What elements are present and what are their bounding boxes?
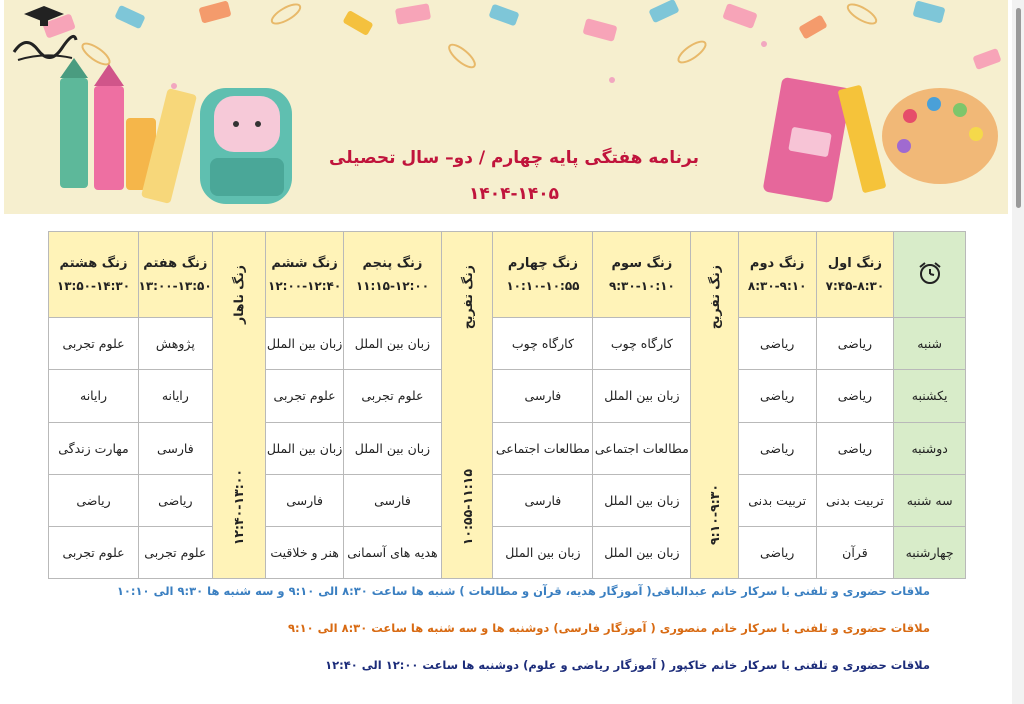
class-cell: ریاضی	[138, 474, 212, 526]
class-cell: فارسی	[493, 370, 593, 422]
class-cell: رایانه	[138, 370, 212, 422]
class-cell: فارسی	[343, 474, 441, 526]
class-cell: مطالعات اجتماعی	[593, 422, 691, 474]
day-cell: شنبه	[894, 318, 966, 370]
school-logo	[4, 0, 84, 70]
class-cell: علوم تجربی	[343, 370, 441, 422]
class-cell: زبان بین الملل	[266, 422, 344, 474]
class-cell: زبان بین الملل	[593, 526, 691, 578]
break-column: زنگ تفریح ۹:۱۰-۹:۳۰	[691, 232, 738, 579]
teacher-meeting-note: ملاقات حضوری و تلفنی با سرکار خانم خاکپور ( آموزگار ریاضی و علوم) دوشنبه ها ساعت ۱۲:۰۰ الی ۱۲:۴۰	[325, 658, 930, 672]
day-cell: دوشنبه	[894, 422, 966, 474]
class-cell: پژوهش	[138, 318, 212, 370]
class-cell: ریاضی	[738, 422, 816, 474]
bell-header: زنگ پنجم ۱۱:۱۵-۱۲:۰۰	[343, 232, 441, 318]
class-cell: علوم تجربی	[49, 526, 139, 578]
vertical-scrollbar[interactable]	[1012, 0, 1024, 704]
class-cell: مهارت زندگی	[49, 422, 139, 474]
class-cell: ریاضی	[816, 422, 894, 474]
header-banner	[4, 0, 1008, 214]
day-cell: سه شنبه	[894, 474, 966, 526]
class-cell: تربیت بدنی	[816, 474, 894, 526]
class-cell: زبان بین الملل	[593, 370, 691, 422]
alarm-clock-icon	[917, 260, 943, 286]
class-cell: علوم تجربی	[49, 318, 139, 370]
scrollbar-thumb[interactable]	[1016, 8, 1021, 208]
bell-header: زنگ ششم ۱۲:۰۰-۱۲:۴۰	[266, 232, 344, 318]
class-cell: هدیه های آسمانی	[343, 526, 441, 578]
teacher-meeting-note: ملاقات حضوری و تلفنی با سرکار خانم منصوری ( آموزگار فارسی) دوشنبه ها و سه شنبه ها ساعت ۸:۳۰ الی ۹:۱۰	[288, 621, 930, 635]
class-cell: زبان بین الملل	[593, 474, 691, 526]
bell-header: زنگ هفتم ۱۳:۰۰-۱۳:۵۰	[138, 232, 212, 318]
class-cell: ریاضی	[738, 370, 816, 422]
class-cell: مطالعات اجتماعی	[493, 422, 593, 474]
class-cell: فارسی	[493, 474, 593, 526]
break-column: زنگ تفریح ۱۰:۵۵-۱۱:۱۵	[441, 232, 493, 579]
table-row	[49, 526, 966, 578]
class-cell: فارسی	[266, 474, 344, 526]
table-row	[49, 318, 966, 370]
class-cell: زبان بین الملل	[493, 526, 593, 578]
bell-header: زنگ سوم ۹:۳۰-۱۰:۱۰	[593, 232, 691, 318]
bell-header: زنگ هشتم ۱۳:۵۰-۱۴:۳۰	[49, 232, 139, 318]
class-cell: ریاضی	[816, 318, 894, 370]
teacher-meeting-note: ملاقات حضوری و تلفنی با سرکار خانم عبدالباقی( آموزگار هدیه، قرآن و مطالعات ) شنبه ها ساعت ۸:۳۰ الی ۹:۱۰ و سه شنبه ها ۹:۳۰ الی ۱۰:۱۰	[116, 584, 930, 598]
table-row	[49, 370, 966, 422]
class-cell: ریاضی	[816, 370, 894, 422]
bell-header: زنگ دوم ۸:۳۰-۹:۱۰	[738, 232, 816, 318]
class-cell: تربیت بدنی	[738, 474, 816, 526]
class-cell: ریاضی	[49, 474, 139, 526]
bell-header: زنگ اول ۷:۴۵-۸:۳۰	[816, 232, 894, 318]
table-row	[49, 422, 966, 474]
class-cell: رایانه	[49, 370, 139, 422]
class-cell: هنر و خلاقیت	[266, 526, 344, 578]
class-cell: کارگاه چوب	[593, 318, 691, 370]
class-cell: فارسی	[138, 422, 212, 474]
class-cell: کارگاه چوب	[493, 318, 593, 370]
class-cell: ریاضی	[738, 526, 816, 578]
weekly-schedule-table	[48, 231, 966, 579]
class-cell: علوم تجربی	[266, 370, 344, 422]
class-cell: قرآن	[816, 526, 894, 578]
day-cell: چهارشنبه	[894, 526, 966, 578]
class-cell: زبان بین الملل	[343, 422, 441, 474]
page-title: برنامه هفتگی پایه چهارم / دو– سال تحصیلی ۱۴۰۵-۱۴۰۴	[329, 148, 699, 204]
class-cell: زبان بین الملل	[343, 318, 441, 370]
table-row	[49, 474, 966, 526]
day-cell: یکشنبه	[894, 370, 966, 422]
clock-header-cell	[894, 232, 966, 318]
lunch-column: زنگ ناهار ۱۲:۴۰-۱۳:۰۰	[212, 232, 266, 579]
bell-header: زنگ چهارم ۱۰:۱۰-۱۰:۵۵	[493, 232, 593, 318]
class-cell: ریاضی	[738, 318, 816, 370]
class-cell: زبان بین الملل	[266, 318, 344, 370]
class-cell: علوم تجربی	[138, 526, 212, 578]
